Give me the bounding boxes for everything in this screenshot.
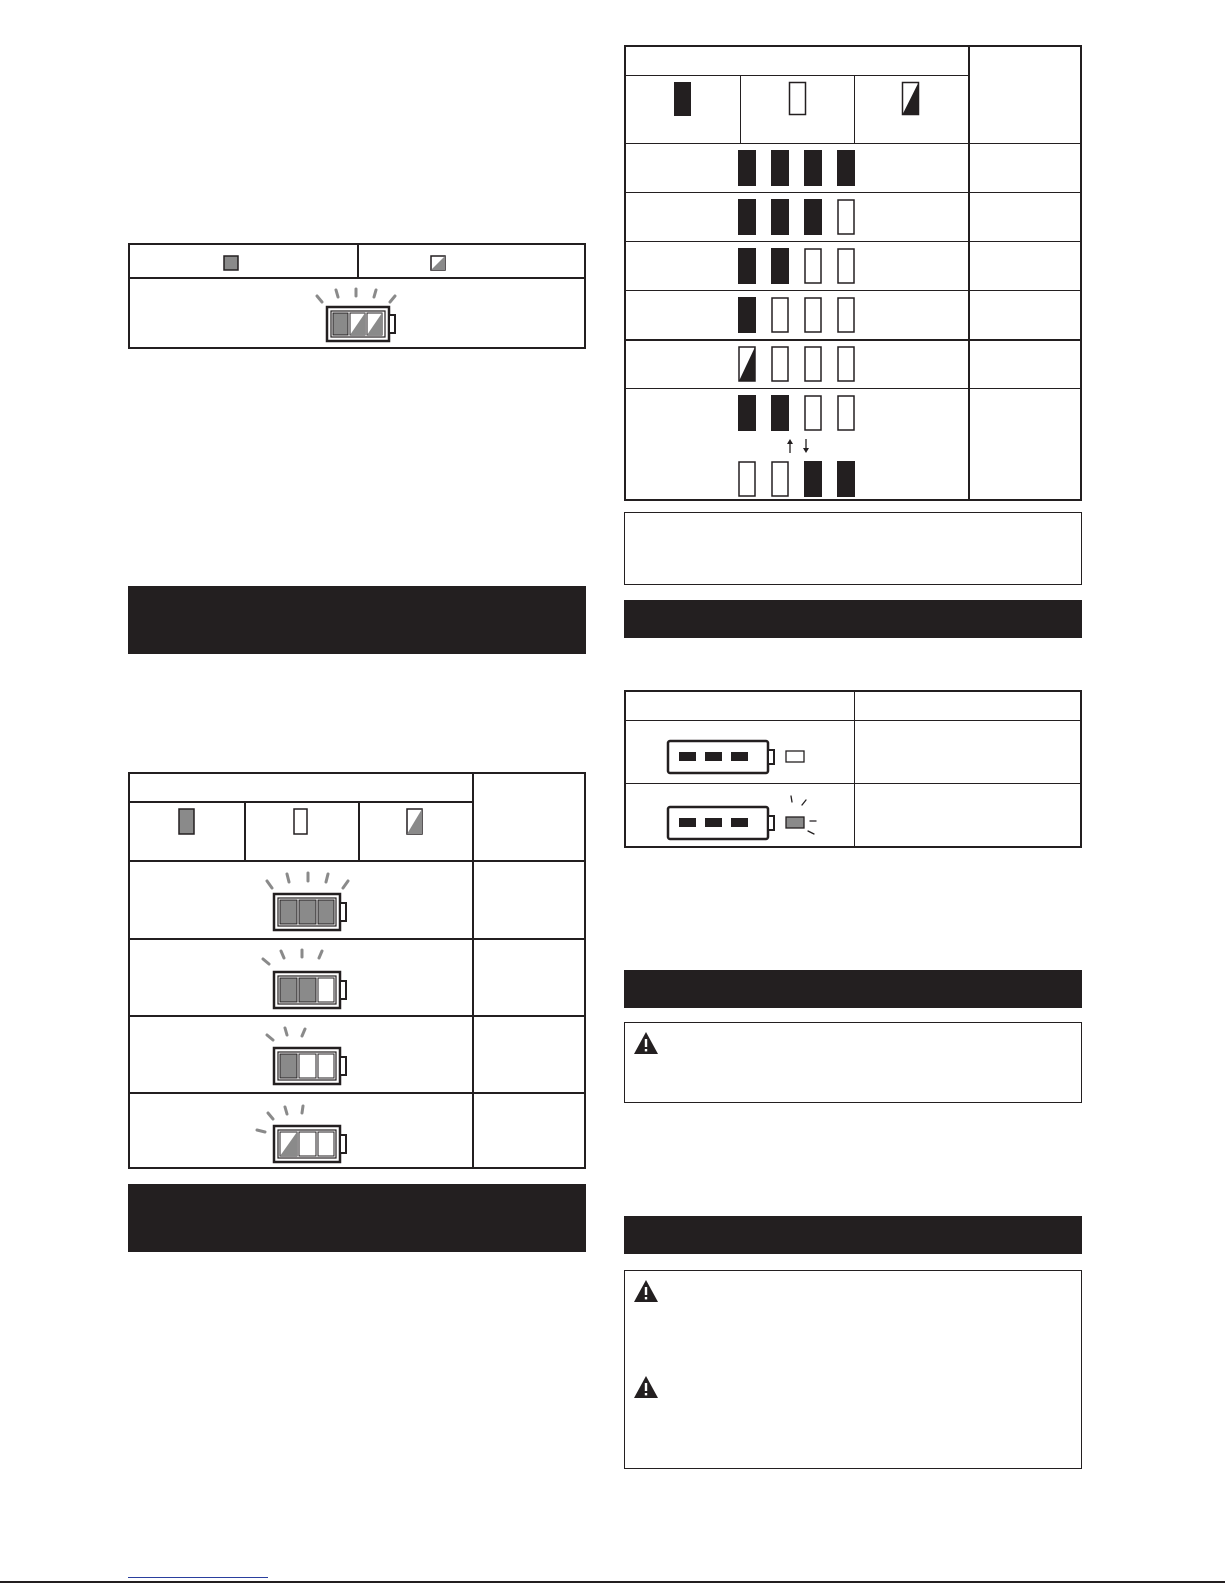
lamp-row-one-blinking <box>736 345 860 383</box>
lamp-table-row-line-6 <box>626 388 1080 389</box>
capacity-table-row-line-4 <box>130 1092 584 1094</box>
lamp-table-row-line-4 <box>626 290 1080 291</box>
warning-triangle-icon <box>633 1279 659 1303</box>
lamp-row-three-lit <box>736 198 860 236</box>
lamp-blinking-icon <box>901 81 921 117</box>
lamp-table-col-b <box>854 75 855 143</box>
warning-triangle-icon <box>633 1031 659 1055</box>
lamp-table-right-divider <box>968 47 970 499</box>
battery-indicator-icon <box>260 870 360 934</box>
tool-table-header-line <box>626 720 1080 721</box>
caution-box <box>624 1270 1082 1469</box>
section-heading-bar <box>624 970 1082 1008</box>
capacity-indicator-table <box>128 772 586 1169</box>
lamp-legend-table <box>128 243 586 349</box>
battery-indicator-icon <box>256 1104 360 1168</box>
lamp-row-alternating <box>736 394 860 498</box>
lamp-table-row-line-2 <box>626 192 1080 193</box>
lamp-table-row-line-3 <box>626 241 1080 242</box>
note-box <box>624 512 1082 585</box>
lamp-table-row-line-5 <box>626 339 1080 341</box>
capacity-table-col-a <box>244 801 246 861</box>
lamp-row-two-lit <box>736 247 860 285</box>
capacity-table-row-line-2 <box>130 938 584 940</box>
battery-indicator-icon <box>666 737 816 777</box>
lamp-row-one-lit <box>736 296 860 334</box>
lamp-table-header-line <box>626 75 968 76</box>
battery-indicator-icon <box>666 794 826 842</box>
lamp-off-icon <box>788 81 808 117</box>
warning-triangle-icon <box>633 1375 659 1399</box>
lamp-table-row-line-1 <box>626 143 1080 144</box>
section-heading-bar <box>128 1184 586 1252</box>
battery-indicator-icon <box>260 1026 360 1090</box>
lamp-off-icon <box>293 808 311 836</box>
section-heading-bar <box>624 1216 1082 1254</box>
lamp-blinking-icon <box>430 255 446 271</box>
capacity-table-row-line-1 <box>130 860 584 862</box>
tool-table-row-line <box>626 783 1080 784</box>
lamp-legend-col-divider <box>357 245 359 277</box>
lamp-on-icon <box>673 81 693 117</box>
lamp-on-icon <box>178 808 196 836</box>
capacity-table-col-b <box>358 801 360 861</box>
caution-box <box>624 1022 1082 1103</box>
footer-rule <box>0 1581 1225 1583</box>
battery-indicator-icon <box>310 285 410 345</box>
four-lamp-indicator-table <box>624 45 1082 501</box>
tool-indicator-table <box>624 690 1082 848</box>
up-down-arrows-icon <box>787 439 809 453</box>
lamp-row-four-lit <box>736 149 860 187</box>
section-heading-bar <box>624 600 1082 638</box>
footer-link-underline <box>128 1577 268 1578</box>
battery-indicator-icon <box>260 948 360 1012</box>
lamp-blinking-icon <box>406 808 424 836</box>
lamp-on-icon <box>223 255 239 271</box>
capacity-table-right-divider <box>472 774 474 1167</box>
lamp-table-col-a <box>740 75 741 143</box>
capacity-table-row-line-3 <box>130 1015 584 1017</box>
capacity-table-header-line <box>130 801 472 803</box>
lamp-legend-divider <box>130 277 584 279</box>
tool-table-col-divider <box>854 692 855 846</box>
section-heading-bar <box>128 586 586 654</box>
